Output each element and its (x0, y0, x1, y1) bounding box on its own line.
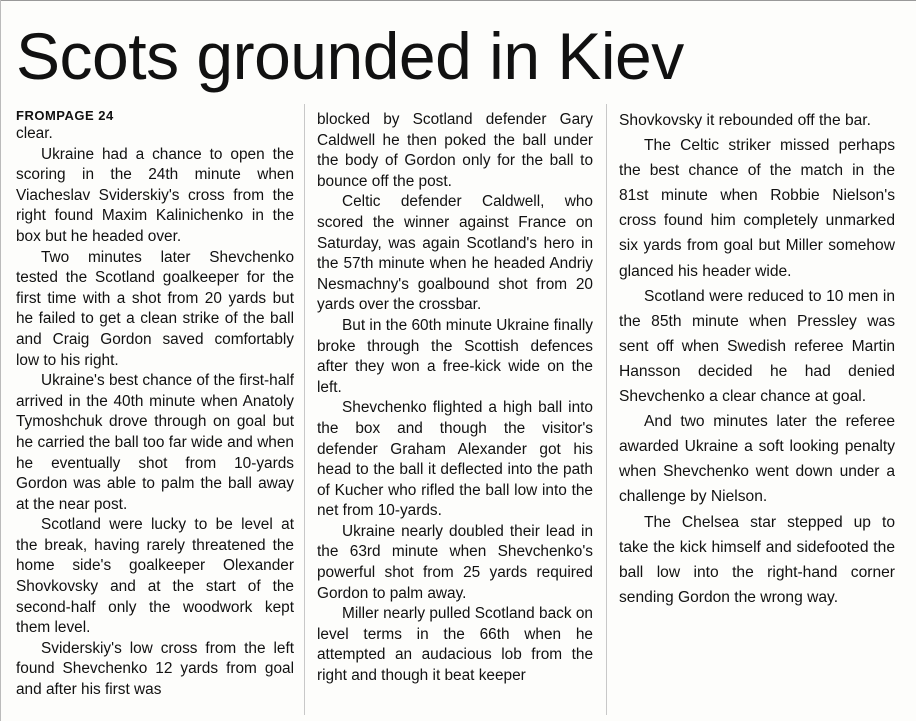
from-page-label: FROMPAGE 24 (16, 108, 114, 123)
paragraph: But in the 60th minute Ukraine finally broke through the Scottish defences after they won a free-kick wide on the left. (317, 316, 593, 396)
paragraph: Ukraine had a chance to open the scoring in the 24th minute when Viacheslav Sviderskiy's cross from the right found Maxim Kalinichenko in the box but he headed over. (16, 145, 294, 245)
article-column-2 (317, 110, 593, 715)
left-border (0, 0, 1, 721)
paragraph: The Chelsea star stepped up to take the kick himself and sidefooted the ball low into the right-hand corner sending Gordon the wrong way. (619, 513, 895, 606)
paragraph: Ukraine nearly doubled their lead in the 63rd minute when Shevchenko's powerful shot from 25 yards required Gordon to palm away. (317, 522, 593, 602)
article-column-3 (619, 108, 895, 715)
paragraph: Sviderskiy's low cross from the left found Shevchenko 12 yards from goal and after his first was (16, 639, 294, 699)
column-divider (606, 104, 607, 715)
column-divider (304, 104, 305, 715)
paragraph: clear. (16, 125, 53, 142)
paragraph: Two minutes later Shevchenko tested the Scotland goalkeeper for the first time with a shot from 20 yards but he failed to get a clean strike of the ball and Craig Gordon saved comfortably low to his right. (16, 248, 294, 369)
paragraph: Miller nearly pulled Scotland back on level terms in the 66th when he attempted an audacious lob from the right and though it beat keeper (317, 605, 593, 685)
paragraph: The Celtic striker missed perhaps the best chance of the match in the 81st minute when Robbie Nielson's cross found him completely unmarked six yards from goal but Miller somehow glanced his header wide. (619, 137, 895, 280)
paragraph: Scotland were reduced to 10 men in the 85th minute when Pressley was sent off when Swedish referee Martin Hansson decided he had denied Shevchenko a clear chance at goal. (619, 287, 895, 406)
top-border (0, 0, 916, 1)
paragraph: Scotland were lucky to be level at the break, having rarely threatened the home side's goalkeeper Olexander Shovkovsky and at the start of the second-half only the woodwork kept them level. (16, 516, 294, 637)
headline: Scots grounded in Kiev (16, 19, 684, 93)
paragraph: And two minutes later the referee awarded Ukraine a soft looking penalty when Shevchenko went down under a challenge by Nielson. (619, 413, 895, 506)
paragraph: blocked by Scotland defender Gary Caldwell he then poked the ball under the body of Gordon only for the ball to bounce off the post. (317, 111, 593, 190)
article-column-1 (16, 108, 294, 715)
paragraph: Celtic defender Caldwell, who scored the winner against France on Saturday, was again Scotland's hero in the 57th minute when he headed Andriy Nesmachny's goalbound shot from 20 yards over the crossbar. (317, 193, 593, 314)
paragraph: Shevchenko flighted a high ball into the box and though the visitor's defender Graham Alexander got his head to the ball it deflected into the path of Kucher who rifled the ball low into the net from 10-yards. (317, 399, 593, 520)
paragraph: Ukraine's best chance of the first-half arrived in the 40th minute when Anatoly Tymoshchuk drove through on goal but he carried the ball too far wide and when he eventually shot from 10-yards Gordon was able to palm the ball away at the near post. (16, 372, 294, 513)
paragraph: Shovkovsky it rebounded off the bar. (619, 112, 871, 129)
